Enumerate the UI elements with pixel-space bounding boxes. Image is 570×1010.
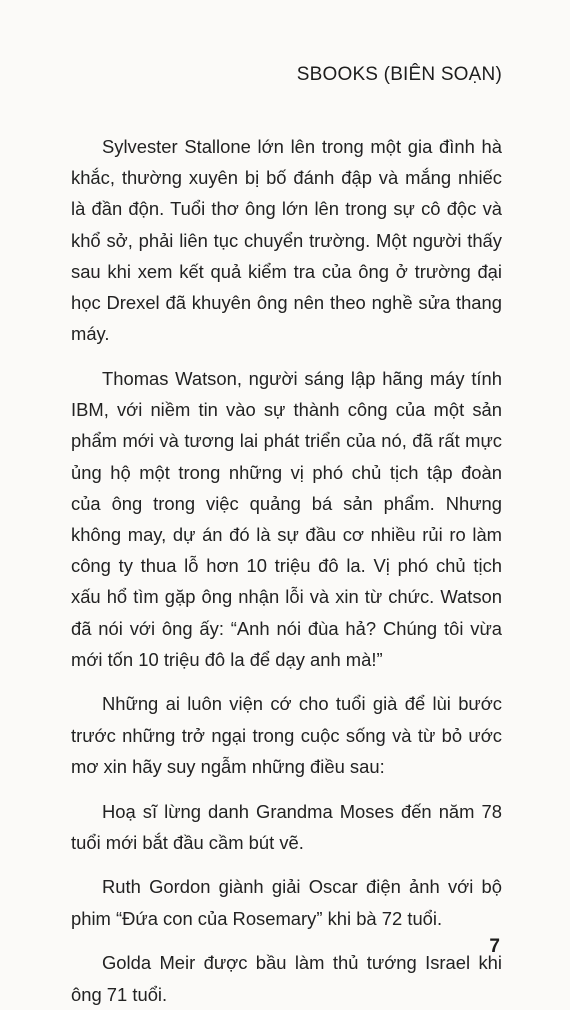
body-text	[71, 131, 502, 1010]
paragraph-old-age-intro: Những ai luôn viện cớ cho tuổi già để lùi bước trước những trở ngại trong cuộc sống và từ bỏ ước mơ xin hãy suy ngẫm những điều sau:	[71, 693, 502, 777]
paragraph-stallone: Sylvester Stallone lớn lên trong một gia đình hà khắc, thường xuyên bị bố đánh đập và mắng nhiếc là đần độn. Tuổi thơ ông lớn lên trong sự cô độc và khổ sở, phải liên tục chuyển trường. Một người thấy sau khi xem kết quả kiểm tra của ông ở trường đại học Drexel đã khuyên ông nên theo nghề sửa thang máy.	[71, 136, 502, 345]
paragraph-watson: Thomas Watson, người sáng lập hãng máy tính IBM, với niềm tin vào sự thành công của một sản phẩm mới và tương lai phát triển của nó, đã rất mực ủng hộ một trong những vị phó chủ tịch tập đoàn của ông trong việc quảng bá sản phẩm. Nhưng không may, dự án đó là sự đầu cơ nhiều rủi ro làm công ty thua lỗ hơn 10 triệu đô la. Vị phó chủ tịch xấu hổ tìm gặp ông nhận lỗi và xin từ chức. Watson đã nói với ông ấy: “Anh nói đùa hả? Chúng tôi vừa mới tốn 10 triệu đô la để dạy anh mà!”	[71, 367, 502, 670]
paragraph-ruth-gordon: Ruth Gordon giành giải Oscar điện ảnh với bộ phim “Đứa con của Rosemary” khi bà 72 tuổi.	[71, 876, 502, 929]
paragraph-golda-meir: Golda Meir được bầu làm thủ tướng Israel khi ông 71 tuổi.	[71, 952, 502, 1005]
running-header: SBOOKS (BIÊN SOẠN)	[296, 64, 502, 85]
page-number: 7	[489, 936, 500, 957]
paragraph-grandma-moses: Hoạ sĩ lừng danh Grandma Moses đến năm 78 tuổi mới bắt đầu cầm bút vẽ.	[71, 800, 502, 853]
